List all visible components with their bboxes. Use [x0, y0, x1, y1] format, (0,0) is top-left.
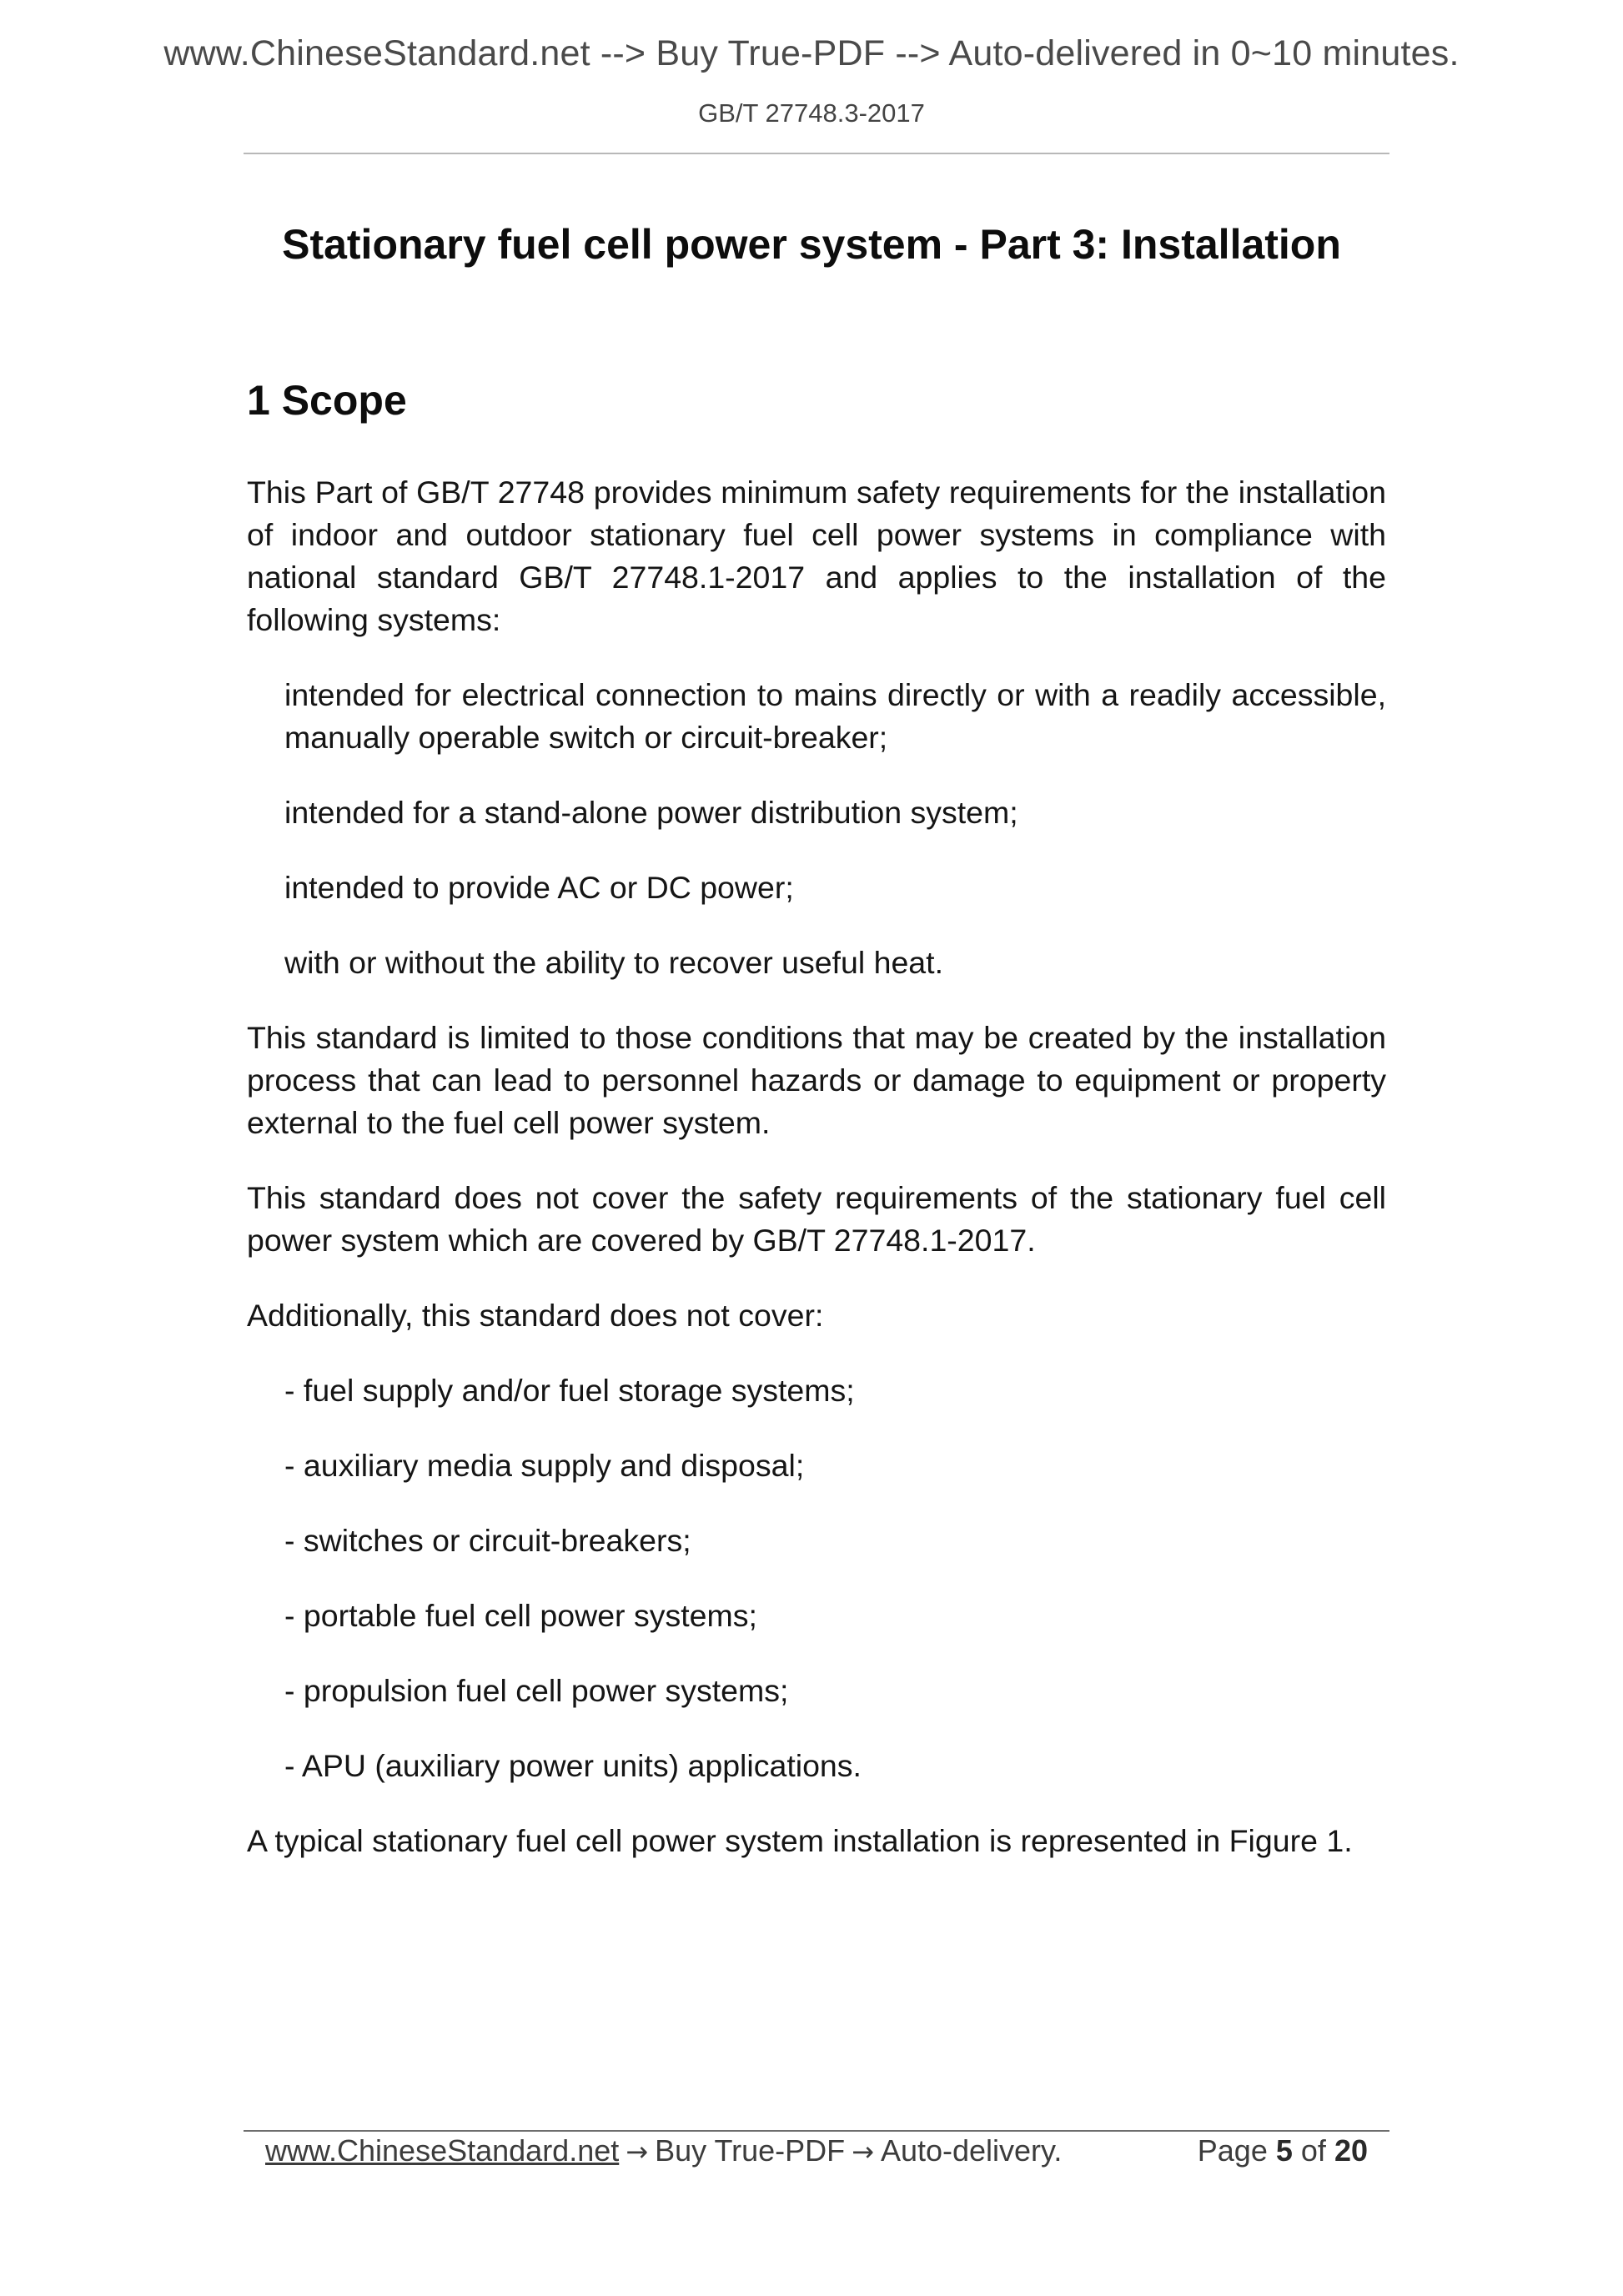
banner-text: www.ChineseStandard.net --> Buy True-PDF --> Auto-delivered in 0~10 minutes. — [163, 33, 1460, 73]
arrow-right-icon: → — [626, 2136, 649, 2168]
page-footer — [265, 2133, 1368, 2177]
list-item: - portable fuel cell power systems; — [284, 1598, 757, 1633]
document-code: GB/T 27748.3-2017 — [698, 98, 925, 128]
paragraph-intro: This Part of GB/T 27748 provides minimum safety requirements for the installation of indoor and outdoor stationary fuel cell power systems in compliance with national standard GB/T 27748.1-2017 and applies to the installation of the following systems: — [247, 475, 1386, 637]
footer-promo — [265, 2133, 1062, 2168]
header-divider — [244, 153, 1389, 154]
paragraph-additionally: Additionally, this standard does not cover: — [247, 1298, 824, 1333]
list-item: intended to provide AC or DC power; — [284, 870, 794, 905]
page-label: Page — [1197, 2133, 1268, 2168]
list-item: - auxiliary media supply and disposal; — [284, 1448, 805, 1483]
page-number: 5 — [1275, 2133, 1293, 2168]
section-heading-scope: 1 Scope — [247, 377, 407, 424]
paragraph-figure-reference: A typical stationary fuel cell power system installation is represented in Figure 1. — [247, 1823, 1353, 1858]
scope-body — [247, 471, 1386, 1895]
list-item: - propulsion fuel cell power systems; — [284, 1673, 789, 1708]
paragraph-not-covered: This standard does not cover the safety requirements of the stationary fuel cell power system which are covered by GB/T 27748.1-2017. — [247, 1180, 1386, 1258]
page-counter — [1198, 2133, 1368, 2168]
list-item: intended for a stand-alone power distribution system; — [284, 795, 1018, 830]
total-pages: 20 — [1334, 2133, 1368, 2168]
list-item: intended for electrical connection to mains directly or with a readily accessible, manually operable switch or circuit-breaker; — [284, 677, 1386, 755]
list-item: - fuel supply and/or fuel storage systems; — [284, 1373, 855, 1408]
list-item: with or without the ability to recover useful heat. — [284, 945, 943, 980]
arrow-right-icon: → — [852, 2136, 874, 2168]
paragraph-limitation: This standard is limited to those conditions that may be created by the installation process that can lead to personnel hazards or damage to equipment or property external to the fuel cell power system. — [247, 1020, 1386, 1140]
footer-buy-text: Buy True-PDF — [655, 2133, 846, 2168]
footer-site-link[interactable]: www.ChineseStandard.net — [265, 2133, 620, 2168]
footer-divider — [244, 2130, 1389, 2132]
list-item: - switches or circuit-breakers; — [284, 1523, 691, 1558]
of-label: of — [1300, 2133, 1326, 2168]
footer-delivery-text: Auto-delivery. — [880, 2133, 1063, 2168]
list-item: - APU (auxiliary power units) applications. — [284, 1748, 862, 1783]
document-title: Stationary fuel cell power system - Part 3: Installation — [282, 221, 1341, 268]
